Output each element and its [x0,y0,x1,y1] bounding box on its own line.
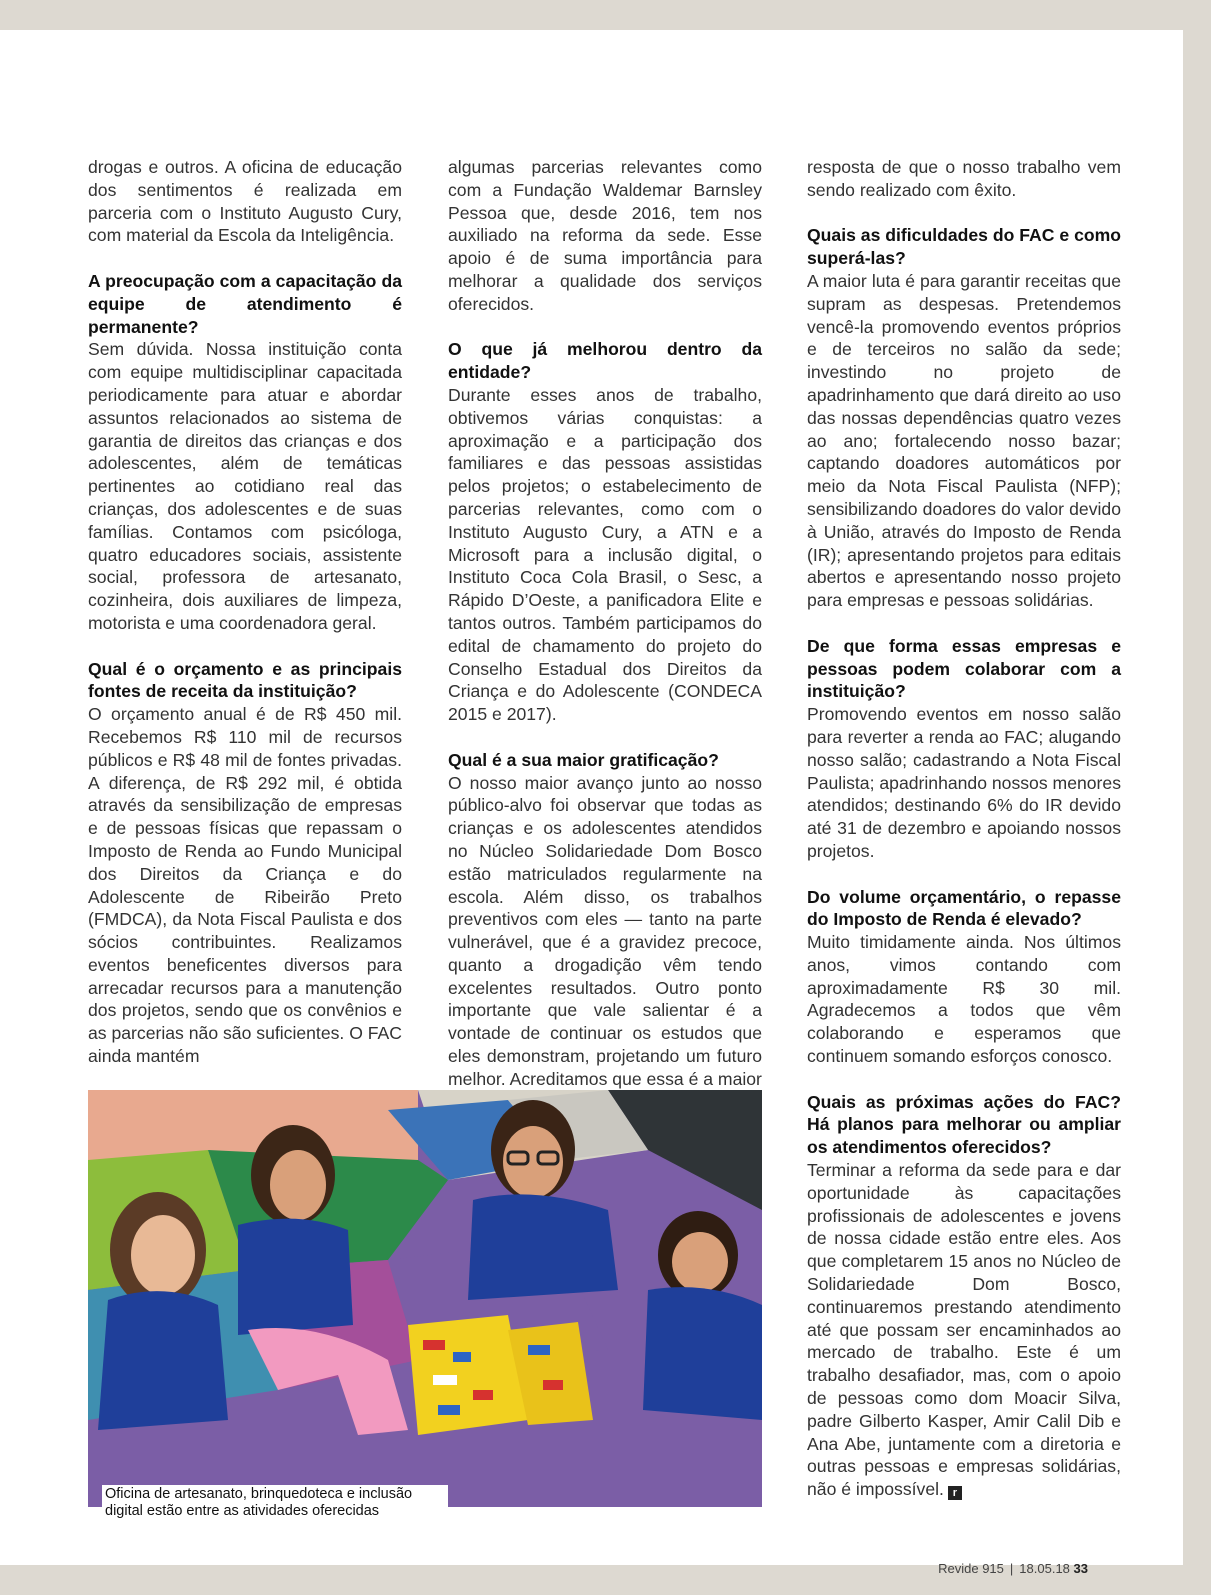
page-number: 33 [1073,1561,1088,1576]
answer-paragraph: A maior luta é para garantir receitas que supram as despesas. Pretendemos vencê-la promovendo eventos próprios e de terceiros no salão da sede; investindo no projeto de apadrinhamento que dará direito ao uso das nossas dependências quatro vezes ao ano; fortalecendo nosso bazar; captando doadores automáticos por meio da Nota Fiscal Paulista (NFP); sensibilizando doadores do valor devido à União, através do Imposto de Renda (IR); apresentando projetos para editais abertos e apresentando nosso projeto para empresas e pessoas solidárias. [807,270,1121,611]
answer-paragraph: Sem dúvida. Nossa instituição conta com equipe multidisciplinar capacitada periodicamente para atuar e abordar assuntos relacionados ao sistema de garantia de direitos das crianças e dos adolescentes, além de temáticas pertinentes ao cotidiano real das crianças, dos adolescentes e de suas famílias. Contamos com psicóloga, quatro educadores sociais, assistente social, professora de artesanato, cozinheira, dois auxiliares de limpeza, motorista e uma coordenadora geral. [88,339,402,633]
text-column-1 [88,156,402,1068]
paragraph: resposta de que o nosso trabalho vem sendo realizado com êxito. [807,157,1121,200]
issue-date: 18.05.18 [1019,1561,1070,1576]
magazine-issue: Revide 915 [938,1561,1004,1576]
paragraph: algumas parcerias relevantes como com a Fundação Waldemar Barnsley Pessoa que, desde 2016, tem nos auxiliado na reforma da sede. Esse apoio é de suma importância para melhorar a qualidade dos serviços oferecidos. [448,157,762,314]
children-playing-illustration [88,1090,762,1507]
text-column-3 [807,156,1121,1501]
answer-paragraph: Muito timidamente ainda. Nos últimos anos, vimos contando com aproximadamente R$ 30 mil. Agradecemos a todos que vêm colaborando e esperamos que continuem somando esforços conosco. [807,932,1121,1067]
question-heading: De que forma essas empresas e pessoas podem colaborar com a instituição? [807,635,1121,702]
question-heading: Quais as próximas ações do FAC? Há planos para melhorar ou ampliar os atendimentos oferecidos? [807,1091,1121,1158]
question-heading: O que já melhorou dentro da entidade? [448,339,762,383]
question-heading: Qual é o orçamento e as principais fontes de receita da instituição? [88,658,402,702]
end-of-article-mark: r [948,1486,962,1500]
footer-separator: | [1009,1561,1014,1576]
answer-paragraph: Promovendo eventos em nosso salão para reverter a renda ao FAC; alugando nosso salão; cadastrando a Nota Fiscal Paulista; apadrinhando nossos menores atendidos; destinando 6% do IR devido até 31 de dezembro e apoiando nossos projetos. [807,704,1121,861]
answer-paragraph: O orçamento anual é de R$ 450 mil. Recebemos R$ 110 mil de recursos públicos e R$ 48 mil de fontes privadas. A diferença, de R$ 292 mil, é obtida através da sensibilização de empresas e de pessoas físicas que repassam o Imposto de Renda ao Fundo Municipal dos Direitos da Criança e do Adolescente de Ribeirão Preto (FMDCA), da Nota Fiscal Paulista e dos sócios contribuintes. Realizamos eventos beneficentes diversos para arrecadar recursos para a manutenção dos projetos, sendo que os convênios e as parcerias não são suficientes. O FAC ainda mantém [88,704,402,1067]
answer-paragraph: O nosso maior avanço junto ao nosso público-alvo foi observar que todas as crianças e os adolescentes atendidos no Núcleo Solidariedade Dom Bosco estão matriculados regularmente na escola. Além disso, os trabalhos preventivos com eles — tanto na parte vulnerável, que é a gravidez precoce, quanto a drogadição vêm tendo excelentes resultados. Outro ponto importante que vale salientar é a vontade de continuar os estudos que eles demonstram, projetando um futuro melhor. Acreditamos que essa é a maior [448,772,762,1089]
page-footer [938,1561,1088,1576]
answer-paragraph [807,1159,1121,1501]
question-heading: Do volume orçamentário, o repasse do Imposto de Renda é elevado? [807,886,1121,930]
photo-caption: Oficina de artesanato, brinquedoteca e inclusão digital estão entre as atividades oferecidas [102,1485,448,1521]
magazine-page [0,30,1183,1576]
paragraph: drogas e outros. A oficina de educação dos sentimentos é realizada em parceria com o Instituto Augusto Cury, com material da Escola da Inteligência. [88,157,402,246]
answer-paragraph: Durante esses anos de trabalho, obtivemos várias conquistas: a aproximação e a participação dos familiares e das pessoas assistidas pelos projetos; o estabelecimento de parcerias relevantes, como com o Instituto Augusto Cury, a ATN e a Microsoft para a inclusão digital, o Instituto Coca Cola Brasil, o Sesc, a Rápido D’Oeste, a panificadora Elite e tantos outros. Também participamos do edital de chamamento do projeto do Conselho Estadual dos Direitos da Criança e do Adolescente (CONDECA 2015 e 2017). [448,384,762,725]
text-column-2 [448,156,762,1091]
question-heading: Quais as dificuldades do FAC e como superá-las? [807,225,1121,269]
question-heading: A preocupação com a capacitação da equipe de atendimento é permanente? [88,270,402,337]
question-heading: Qual é a sua maior gratificação? [448,749,719,770]
article-photo [88,1090,762,1519]
answer-text: Terminar a reforma da sede para e dar oportunidade às capacitações profissionais de adolescentes e jovens de nossa cidade estão entre eles. Aos que completarem 15 anos no Núcleo de Solidariedade Dom Bosco, continuaremos prestando atendimento até que possam ser encaminhados ao mercado de trabalho. Este é um trabalho desafiador, mas, com o apoio de pessoas como dom Moacir Silva, padre Gilberto Kasper, Amir Calil Dib e Ana Abe, juntamente com a diretoria e outras pessoas e empresas solidárias, não é impossível. [807,1160,1121,1500]
